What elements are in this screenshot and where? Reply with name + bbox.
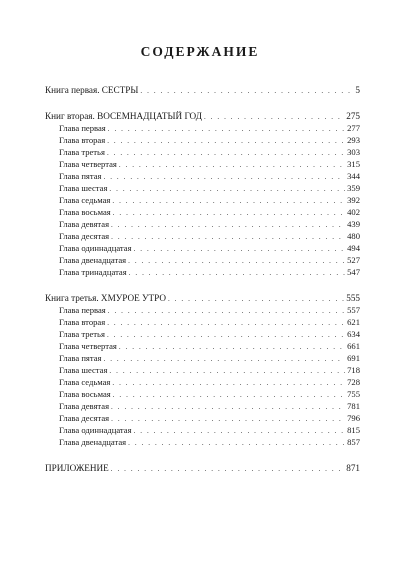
toc-entry-page: 796	[347, 413, 360, 423]
toc-entry-page: 5	[355, 85, 360, 95]
toc-entry-label: Глава седьмая	[59, 377, 111, 387]
toc-entry-page: 555	[346, 293, 360, 303]
toc-entry-page: 293	[347, 135, 360, 145]
toc-entry-label: Глава двенадцатая	[59, 437, 127, 447]
toc-entry-label: Глава тринадцатая	[59, 267, 127, 277]
toc-entry-page: 857	[347, 437, 360, 447]
toc-entry-page: 781	[347, 401, 360, 411]
toc-entry-page: 392	[347, 195, 360, 205]
toc-entry-page: 728	[347, 377, 360, 387]
toc-entry-page: 303	[347, 147, 360, 157]
toc-entry-appendix[interactable]	[45, 462, 360, 474]
toc-entry-page: 277	[347, 123, 360, 133]
toc-entry-chapter[interactable]	[45, 122, 360, 134]
dot-leader	[134, 425, 346, 437]
toc-entry-chapter[interactable]	[45, 388, 360, 400]
section-gap	[45, 96, 360, 110]
toc-entry-label: Глава третья	[59, 329, 105, 339]
page-title: СОДЕРЖАНИЕ	[140, 44, 260, 59]
dot-leader	[113, 207, 345, 219]
dot-leader	[113, 389, 345, 401]
toc-entry-book-3[interactable]	[45, 292, 360, 304]
book-2-chapters	[45, 122, 360, 278]
toc-entry-chapter[interactable]	[45, 352, 360, 364]
toc-entry-page: 275	[346, 111, 360, 121]
toc-entry-label: Глава третья	[59, 147, 105, 157]
dot-leader	[119, 341, 345, 353]
toc-entry-chapter[interactable]	[45, 266, 360, 278]
toc-entry-label: Книга третья. ХМУРОЕ УТРО	[45, 293, 166, 303]
toc-entry-page: 547	[347, 267, 360, 277]
toc-entry-label: Книг вторая. ВОСЕМНАДЦАТЫЙ ГОД	[45, 111, 202, 121]
toc-entry-page: 480	[347, 231, 360, 241]
dot-leader	[111, 401, 345, 413]
toc-entry-chapter[interactable]	[45, 400, 360, 412]
toc-entry-label: Глава одиннадцатая	[59, 425, 132, 435]
toc-entry-chapter[interactable]	[45, 242, 360, 254]
toc-entry-label: Глава пятая	[59, 353, 102, 363]
toc-entry-chapter[interactable]	[45, 146, 360, 158]
toc-entry-label: Глава пятая	[59, 171, 102, 181]
toc-entry-page: 815	[347, 425, 360, 435]
toc-entry-chapter[interactable]	[45, 194, 360, 206]
dot-leader	[107, 317, 345, 329]
toc-entry-chapter[interactable]	[45, 254, 360, 266]
toc-entry-page: 527	[347, 255, 360, 265]
dot-leader	[108, 305, 345, 317]
toc-entry-chapter[interactable]	[45, 134, 360, 146]
toc-entry-page: 718	[347, 365, 360, 375]
toc-entry-page: 621	[347, 317, 360, 327]
dot-leader	[107, 147, 345, 159]
toc-entry-page: 755	[347, 389, 360, 399]
dot-leader	[111, 463, 344, 475]
dot-leader	[204, 111, 344, 123]
toc-entry-chapter[interactable]	[45, 328, 360, 340]
dot-leader	[109, 365, 345, 377]
toc-entry-chapter[interactable]	[45, 158, 360, 170]
toc-entry-page: 661	[347, 341, 360, 351]
toc-entry-chapter[interactable]	[45, 364, 360, 376]
toc-entry-label: Глава четвертая	[59, 159, 117, 169]
dot-leader	[140, 85, 353, 97]
dot-leader	[107, 329, 345, 341]
dot-leader	[112, 377, 345, 389]
dot-leader	[107, 135, 345, 147]
toc-entry-page: 871	[346, 463, 360, 473]
toc-entry-label: Глава вторая	[59, 317, 106, 327]
toc-entry-book-1[interactable]	[45, 84, 360, 96]
toc-entry-chapter[interactable]	[45, 424, 360, 436]
toc-entry-chapter[interactable]	[45, 304, 360, 316]
toc-entry-chapter[interactable]	[45, 436, 360, 448]
toc-entry-label: Глава восьмая	[59, 389, 111, 399]
toc-entry-label: Глава восьмая	[59, 207, 111, 217]
dot-leader	[129, 267, 345, 279]
toc-entry-page: 691	[347, 353, 360, 363]
dot-leader	[128, 255, 345, 267]
dot-leader	[109, 183, 345, 195]
toc-entry-chapter[interactable]	[45, 412, 360, 424]
dot-leader	[134, 243, 346, 255]
toc-entry-page: 439	[347, 219, 360, 229]
dot-leader	[111, 413, 345, 425]
dot-leader	[104, 171, 346, 183]
toc-entry-label: Глава вторая	[59, 135, 106, 145]
toc-entry-label: Глава первая	[59, 123, 106, 133]
toc-entry-label: Книга первая. СЕСТРЫ	[45, 85, 139, 95]
dot-leader	[104, 353, 346, 365]
dot-leader	[108, 123, 345, 135]
toc-entry-chapter[interactable]	[45, 206, 360, 218]
dot-leader	[168, 293, 344, 305]
section-gap	[45, 278, 360, 292]
table-of-contents	[45, 84, 360, 474]
toc-entry-label: Глава шестая	[59, 365, 108, 375]
toc-entry-chapter[interactable]	[45, 316, 360, 328]
toc-entry-book-2[interactable]	[45, 110, 360, 122]
toc-entry-page: 402	[347, 207, 360, 217]
section-gap	[45, 448, 360, 462]
toc-entry-label: Глава десятая	[59, 413, 110, 423]
toc-entry-chapter[interactable]	[45, 218, 360, 230]
toc-entry-label: ПРИЛОЖЕНИЕ	[45, 463, 109, 473]
toc-entry-page: 557	[347, 305, 360, 315]
toc-entry-page: 494	[347, 243, 360, 253]
toc-entry-page: 359	[347, 183, 360, 193]
toc-entry-page: 344	[347, 171, 360, 181]
toc-entry-label: Глава одиннадцатая	[59, 243, 132, 253]
toc-entry-label: Глава десятая	[59, 231, 110, 241]
toc-entry-chapter[interactable]	[45, 182, 360, 194]
dot-leader	[128, 437, 345, 449]
toc-entry-chapter[interactable]	[45, 230, 360, 242]
toc-entry-label: Глава первая	[59, 305, 106, 315]
toc-entry-label: Глава четвертая	[59, 341, 117, 351]
toc-entry-label: Глава седьмая	[59, 195, 111, 205]
dot-leader	[119, 159, 345, 171]
toc-entry-label: Глава девятая	[59, 401, 110, 411]
dot-leader	[111, 231, 345, 243]
toc-entry-label: Глава шестая	[59, 183, 108, 193]
toc-entry-page: 634	[347, 329, 360, 339]
toc-entry-chapter[interactable]	[45, 376, 360, 388]
dot-leader	[111, 219, 345, 231]
toc-entry-label: Глава двенадцатая	[59, 255, 127, 265]
book-3-chapters	[45, 304, 360, 448]
toc-entry-label: Глава девятая	[59, 219, 110, 229]
toc-entry-page: 315	[347, 159, 360, 169]
toc-entry-chapter[interactable]	[45, 340, 360, 352]
dot-leader	[112, 195, 345, 207]
toc-entry-chapter[interactable]	[45, 170, 360, 182]
